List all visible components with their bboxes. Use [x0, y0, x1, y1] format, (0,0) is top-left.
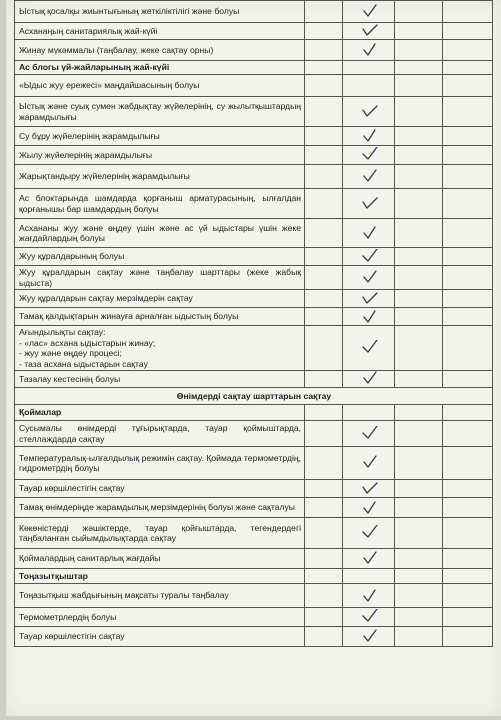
- checkmark-icon: [362, 481, 378, 495]
- checklist-row: [15, 266, 493, 290]
- check-cell: [343, 1, 395, 23]
- checkmark-icon: [362, 42, 378, 56]
- empty-cell: [443, 146, 493, 165]
- empty-cell: [395, 97, 443, 127]
- check-cell: [343, 480, 395, 498]
- empty-cell: [395, 61, 443, 75]
- empty-cell: [305, 266, 343, 290]
- criterion-text: Асхананы жуу және өңдеу үшін және ас үй ыдыстары үшін жеке жағдайлардың болуы: [15, 219, 305, 248]
- empty-cell: [305, 1, 343, 23]
- empty-cell: [443, 405, 493, 421]
- criterion-text: Тамақ қалдықтарын жинауға арналған ыдыстың болуы: [15, 308, 305, 326]
- empty-cell: [443, 627, 493, 647]
- check-cell: [343, 421, 395, 447]
- checkmark-icon: [362, 147, 378, 161]
- empty-cell: [395, 608, 443, 627]
- empty-cell: [443, 447, 493, 480]
- empty-cell: [305, 165, 343, 189]
- checkmark-icon: [362, 588, 378, 602]
- checkmark-icon: [362, 169, 378, 183]
- checklist-row: [15, 447, 493, 480]
- empty-cell: [395, 549, 443, 569]
- criterion-text: Су бұру жүйелерінің жарамдылығы: [15, 127, 305, 146]
- check-cell: [343, 61, 395, 75]
- empty-cell: [443, 165, 493, 189]
- criterion-heading: Ағындылықты сақтау:: [19, 327, 106, 337]
- empty-cell: [305, 480, 343, 498]
- checklist-row: [15, 326, 493, 371]
- check-cell: [343, 40, 395, 61]
- checkmark-icon: [362, 629, 378, 643]
- empty-cell: [395, 146, 443, 165]
- empty-cell: [305, 627, 343, 647]
- checklist-row: [15, 1, 493, 23]
- empty-cell: [305, 518, 343, 549]
- checklist-row: [15, 549, 493, 569]
- subsection-title: Ас блогы үй-жайларының жай-күйі: [15, 61, 305, 75]
- subsection-row: [15, 61, 493, 75]
- checklist-row: [15, 219, 493, 248]
- empty-cell: [305, 290, 343, 308]
- criterion-text: Температуралық-ылғалдылық режимін сақтау. Қоймада термометрдің, гидрометрдің болуы: [15, 447, 305, 480]
- subsection-title: Қоймалар: [15, 405, 305, 421]
- empty-cell: [443, 40, 493, 61]
- empty-cell: [395, 371, 443, 388]
- criterion-text: Сусымалы өнімдерді тұғырықтарда, тауар қоймыштарда, стеллаждарда сақтау: [15, 421, 305, 447]
- subsection-row: [15, 569, 493, 584]
- section-header-row: [15, 388, 493, 405]
- criterion-subitem: - таза асхана ыдыстарын сақтау: [19, 358, 148, 369]
- empty-cell: [305, 608, 343, 627]
- empty-cell: [395, 498, 443, 518]
- checklist-row: [15, 127, 493, 146]
- checkmark-icon: [362, 249, 378, 263]
- empty-cell: [443, 75, 493, 97]
- checklist-row: [15, 518, 493, 549]
- empty-cell: [395, 569, 443, 584]
- checklist-row: [15, 421, 493, 447]
- empty-cell: [443, 608, 493, 627]
- checklist-body: [15, 1, 493, 647]
- empty-cell: [443, 266, 493, 290]
- empty-cell: [305, 40, 343, 61]
- criterion-text: Жуу құралдарын сақтау мерзімдерін сақтау: [15, 290, 305, 308]
- empty-cell: [395, 165, 443, 189]
- empty-cell: [395, 266, 443, 290]
- criterion-subitem: - «лас» асхана ыдыстарын жинау;: [19, 337, 156, 348]
- empty-cell: [305, 219, 343, 248]
- checkmark-icon: [362, 340, 378, 354]
- check-cell: [343, 248, 395, 266]
- section-title: Өнімдерді сақтау шарттарын сақтау: [15, 388, 493, 405]
- check-cell: [343, 97, 395, 127]
- checkmark-icon: [362, 455, 378, 469]
- checkmark-icon: [362, 609, 378, 623]
- empty-cell: [443, 371, 493, 388]
- empty-cell: [395, 248, 443, 266]
- empty-cell: [395, 1, 443, 23]
- empty-cell: [443, 1, 493, 23]
- check-cell: [343, 447, 395, 480]
- check-cell: [343, 219, 395, 248]
- empty-cell: [395, 189, 443, 219]
- checklist-row: [15, 308, 493, 326]
- check-cell: [343, 189, 395, 219]
- empty-cell: [395, 127, 443, 146]
- criterion-text: Термометрлердің болуы: [15, 608, 305, 627]
- empty-cell: [443, 569, 493, 584]
- check-cell: [343, 549, 395, 569]
- empty-cell: [305, 371, 343, 388]
- empty-cell: [443, 308, 493, 326]
- empty-cell: [395, 290, 443, 308]
- empty-cell: [395, 627, 443, 647]
- checklist-row: [15, 290, 493, 308]
- checklist-row: [15, 146, 493, 165]
- criterion-text: Асханаңың санитариялық жай-күйі: [15, 23, 305, 40]
- criterion-text: «Ыдыс жуу ережесі» маңдайшасының болуы: [15, 75, 305, 97]
- checkmark-icon: [362, 309, 378, 323]
- checklist-row: [15, 498, 493, 518]
- empty-cell: [305, 127, 343, 146]
- check-cell: [343, 290, 395, 308]
- empty-cell: [395, 405, 443, 421]
- empty-cell: [305, 405, 343, 421]
- subsection-row: [15, 405, 493, 421]
- checkmark-icon: [362, 225, 378, 239]
- empty-cell: [305, 97, 343, 127]
- empty-cell: [305, 498, 343, 518]
- empty-cell: [443, 518, 493, 549]
- check-cell: [343, 518, 395, 549]
- checklist-row: [15, 75, 493, 97]
- empty-cell: [305, 569, 343, 584]
- criterion-text: Ас блоктарында шамдарда қорғаныш арматурасының, ылғалдан қорғанышы бар шамдардың болуы: [15, 189, 305, 219]
- criterion-text: Көкөністерді жәшіктерде, тауар қойғыштарда, тегендердегі таңбаланған сыйымдылықтарда сақтау: [15, 518, 305, 549]
- empty-cell: [305, 549, 343, 569]
- empty-cell: [305, 326, 343, 371]
- empty-cell: [395, 480, 443, 498]
- criterion-text: Қоймалардың санитарлық жағдайы: [15, 549, 305, 569]
- empty-cell: [395, 518, 443, 549]
- empty-cell: [443, 97, 493, 127]
- empty-cell: [305, 308, 343, 326]
- criterion-text: Тоңазытқыш жабдығының мақсаты туралы таңбалау: [15, 584, 305, 608]
- check-cell: [343, 584, 395, 608]
- criterion-subitem: - жуу және өңдеу процесі;: [19, 348, 122, 358]
- empty-cell: [395, 23, 443, 40]
- checkmark-icon: [362, 500, 378, 514]
- empty-cell: [395, 584, 443, 608]
- check-cell: [343, 308, 395, 326]
- subsection-title: Тоңазытқыштар: [15, 569, 305, 584]
- criterion-text: Тамақ өнімдеріңде жарамдылық мерзімдерінің болуы және сақталуы: [15, 498, 305, 518]
- check-cell: [343, 165, 395, 189]
- empty-cell: [443, 498, 493, 518]
- checklist-table: [14, 0, 493, 647]
- checklist-row: [15, 40, 493, 61]
- empty-cell: [305, 75, 343, 97]
- check-cell: [343, 608, 395, 627]
- criterion-text: Жинау мүкәммалы (таңбалау, жеке сақтау орны): [15, 40, 305, 61]
- empty-cell: [443, 248, 493, 266]
- empty-cell: [305, 146, 343, 165]
- check-cell: [343, 266, 395, 290]
- criterion-text: Тауар көршілестігін сақтау: [15, 627, 305, 647]
- empty-cell: [395, 326, 443, 371]
- criterion-text: Ыстық және суық сумен жабдықтау жүйелерінің, су жылытқыштардың жарамдылығы: [15, 97, 305, 127]
- criterion-text: Жарықтандыру жүйелерінің жарамдылығы: [15, 165, 305, 189]
- checklist-row: [15, 248, 493, 266]
- empty-cell: [305, 61, 343, 75]
- check-cell: [343, 75, 395, 97]
- empty-cell: [395, 308, 443, 326]
- empty-cell: [395, 421, 443, 447]
- checkmark-icon: [362, 128, 378, 142]
- check-cell: [343, 127, 395, 146]
- checklist-row: [15, 23, 493, 40]
- check-cell: [343, 498, 395, 518]
- empty-cell: [443, 421, 493, 447]
- check-cell: [343, 23, 395, 40]
- empty-cell: [443, 127, 493, 146]
- checkmark-icon: [362, 371, 378, 385]
- empty-cell: [443, 219, 493, 248]
- checklist-row: [15, 189, 493, 219]
- checklist-row: [15, 371, 493, 388]
- checkmark-icon: [362, 291, 378, 305]
- empty-cell: [443, 290, 493, 308]
- checkmark-icon: [362, 4, 378, 18]
- empty-cell: [305, 421, 343, 447]
- criterion-text: Ыстық қосалқы жиынтығының жеткіліктілігі және болуы: [15, 1, 305, 23]
- check-cell: [343, 326, 395, 371]
- criterion-text: Жуу құралдарының болуы: [15, 248, 305, 266]
- checkmark-icon: [362, 104, 378, 118]
- checkmark-icon: [362, 270, 378, 284]
- checkmark-icon: [362, 525, 378, 539]
- empty-cell: [443, 549, 493, 569]
- empty-cell: [395, 219, 443, 248]
- check-cell: [343, 371, 395, 388]
- checklist-row: [15, 608, 493, 627]
- empty-cell: [443, 189, 493, 219]
- empty-cell: [305, 189, 343, 219]
- empty-cell: [443, 61, 493, 75]
- document-page: [6, 0, 501, 716]
- check-cell: [343, 146, 395, 165]
- check-cell: [343, 405, 395, 421]
- checklist-row: [15, 584, 493, 608]
- empty-cell: [305, 584, 343, 608]
- checklist-row: [15, 627, 493, 647]
- empty-cell: [443, 23, 493, 40]
- checklist-row: [15, 480, 493, 498]
- check-cell: [343, 627, 395, 647]
- checklist-row: [15, 97, 493, 127]
- empty-cell: [395, 447, 443, 480]
- checkmark-icon: [362, 426, 378, 440]
- empty-cell: [443, 480, 493, 498]
- checkmark-icon: [362, 196, 378, 210]
- checkmark-icon: [362, 23, 378, 37]
- check-cell: [343, 569, 395, 584]
- criterion-text: Тазалау кестесінің болуы: [15, 371, 305, 388]
- empty-cell: [443, 584, 493, 608]
- criterion-text: Тауар көршілестігін сақтау: [15, 480, 305, 498]
- checklist-row: [15, 165, 493, 189]
- criterion-text: Жуу құралдарын сақтау және таңбалау шарттары (жеке жабық ыдыста): [15, 266, 305, 290]
- empty-cell: [305, 23, 343, 40]
- empty-cell: [305, 248, 343, 266]
- empty-cell: [395, 75, 443, 97]
- criterion-text: [15, 326, 305, 371]
- checkmark-icon: [362, 551, 378, 565]
- empty-cell: [395, 40, 443, 61]
- empty-cell: [443, 326, 493, 371]
- criterion-text: Жылу жүйелерінің жарамдылығы: [15, 146, 305, 165]
- empty-cell: [305, 447, 343, 480]
